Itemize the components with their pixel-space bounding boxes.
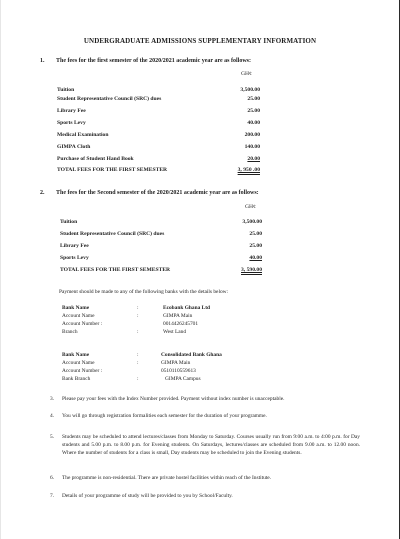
note-number: 4. <box>50 413 55 419</box>
section-2-number: 2. <box>40 190 45 196</box>
note-text: Details of your programme of study will be provided to you by School/Faculty. <box>62 493 233 499</box>
bank-field-value: West Land <box>163 329 187 335</box>
page-left-edge <box>0 0 1 539</box>
payment-intro: Payment should be made to any of the following banks with the details below: <box>59 289 229 295</box>
fee-amount: 140.00 <box>244 144 260 150</box>
bank-field-value: Ecobank Ghana Ltd <box>163 305 211 311</box>
note-number: 5. <box>50 434 55 440</box>
fee-amount: 20.00 <box>247 156 260 162</box>
bank-field-colon: : <box>137 329 139 335</box>
total-amount: 3, 590.00 <box>241 267 262 273</box>
fee-label: Medical Examination <box>57 132 109 138</box>
section-1-heading: The fees for the first semester of the 2020/2021 academic year are as follows: <box>56 58 252 64</box>
bank-field-label: Bank Name <box>62 305 90 311</box>
bank-field-label: Account Name <box>62 360 95 366</box>
fee-amount: 3,500.00 <box>242 219 262 225</box>
section-2-heading: The fees for the Second semester of the 2020/2021 academic year are as follows: <box>56 190 259 196</box>
bank-field-value: 0510110559613 <box>161 368 196 374</box>
note-number: 3. <box>50 396 55 402</box>
note-number: 7. <box>50 493 55 499</box>
bank-field-value: 0014426245701 <box>163 321 199 327</box>
bank-field-value: GIMPA Main <box>163 313 193 319</box>
bank-field-colon: : <box>137 305 139 311</box>
fee-label: Purchase of Student Hand Book <box>57 156 134 162</box>
total-label: TOTAL FEES FOR THE FIRST SEMESTER <box>57 167 168 173</box>
total-amount: 3, 950 .00 <box>237 167 260 173</box>
fee-amount: 40.00 <box>249 255 262 261</box>
note-text: Students may be scheduled to attend lectures/classes from Monday to Saturday. Courses usually run from 9:00 a.m. to 4:00 p.m. for Day students and 5.00 p.m. to 8.00 p.m. for Evening students. On Saturdays, lectures/classes are scheduled from 9.00 a.m. to 12.00 noon. Where the number of students for a class is small, Day students may be scheduled to join the Evening students. <box>62 434 360 456</box>
fee-label: Sports Levy <box>60 255 89 261</box>
fee-amount: 3,500.00 <box>240 87 260 93</box>
fee-label: GIMPA Cloth <box>57 144 91 150</box>
fee-label: Sports Levy <box>57 120 86 126</box>
bank-field-colon: : <box>137 376 139 382</box>
bank-field-label: Account Name <box>62 313 95 319</box>
fee-label: Tuition <box>60 219 78 225</box>
bank-field-label: Bank Name <box>62 352 90 358</box>
bank-field-colon: : <box>137 352 139 358</box>
section-1-currency: GH¢ <box>241 71 252 77</box>
section-1-number: 1. <box>40 58 45 64</box>
note-text: Please pay your fees with the Index Number provided. Payment without index number is unacceptable. <box>62 396 285 402</box>
fee-amount: 25.00 <box>247 96 260 102</box>
bank-field-label: Account Number : <box>62 368 103 374</box>
bank-field-colon: : <box>137 360 139 366</box>
bank-field-label: Account Number : <box>62 321 103 327</box>
bank-field-label: Bank Branch <box>62 376 91 382</box>
fee-label: Library Fee <box>60 243 89 249</box>
bank-field-label: Branch <box>62 329 78 335</box>
note-number: 6. <box>50 475 55 481</box>
bank-field-value: GIMPA Main <box>161 360 191 366</box>
fee-amount: 200.00 <box>244 132 260 138</box>
fee-label: Library Fee <box>57 108 86 114</box>
fee-amount: 25.00 <box>249 231 262 237</box>
fee-label: Tuition <box>57 87 75 93</box>
fee-label: Student Representative Council (SRC) dues <box>60 231 165 237</box>
note-text: You will go through registration formalities each semester for the duration of your programme. <box>62 413 267 419</box>
fee-amount: 25.00 <box>249 243 262 249</box>
fee-label: Student Representative Council (SRC) dues <box>57 96 162 102</box>
total-label: TOTAL FEES FOR THE FIRST SEMESTER <box>60 267 171 273</box>
bank-field-value: Consolidated Bank Ghana <box>161 352 222 358</box>
fee-amount: 40.00 <box>247 120 260 126</box>
note-text: The programme is non-residential. There are private hostel facilities within reach of the Institute. <box>62 475 272 481</box>
bank-field-value: GIMPA Campus <box>165 376 201 382</box>
document-title: UNDERGRADUATE ADMISSIONS SUPPLEMENTARY INFORMATION <box>83 37 317 45</box>
bank-field-colon: : <box>137 313 139 319</box>
fee-amount: 25.00 <box>247 108 260 114</box>
section-2-currency: GH¢ <box>245 204 256 210</box>
